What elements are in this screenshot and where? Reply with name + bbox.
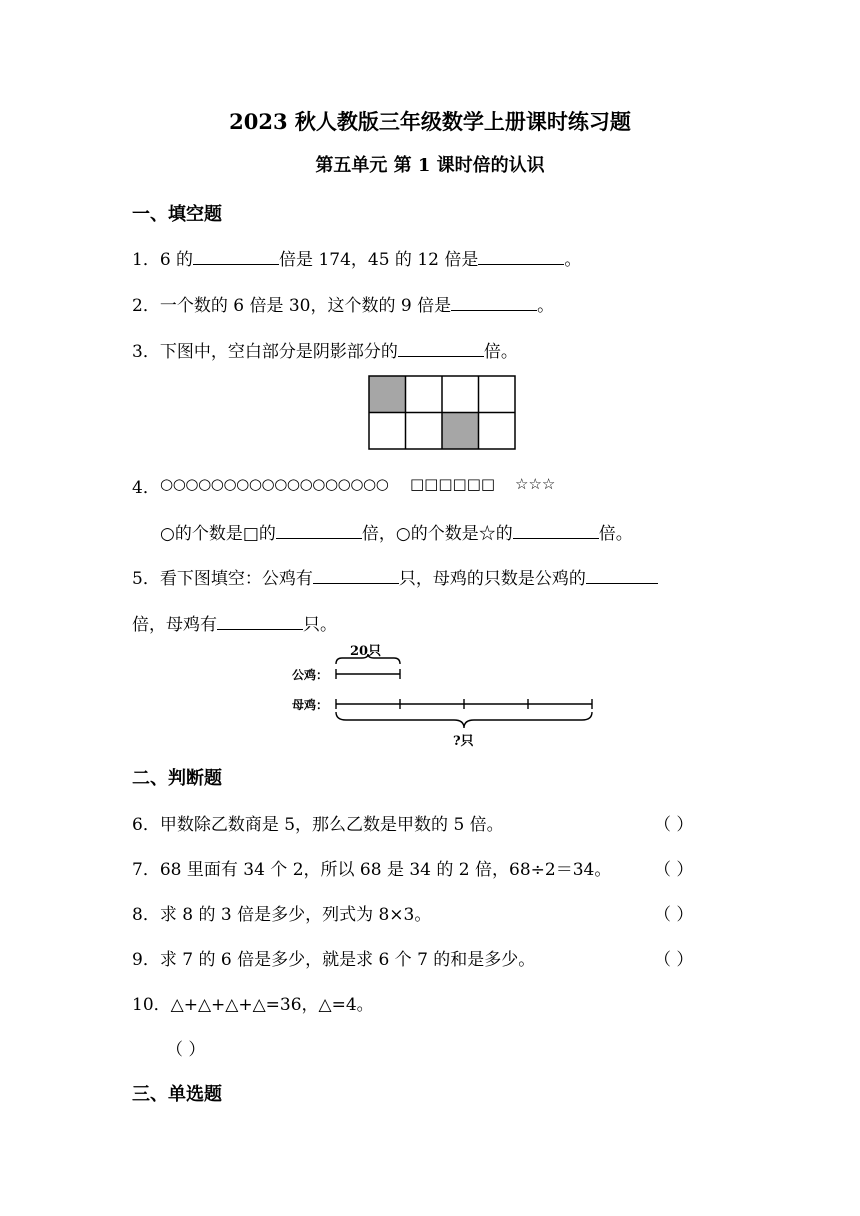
question-2 (132, 291, 554, 316)
q4-squares: □□□□□□ (410, 475, 496, 493)
question-1 (132, 245, 581, 270)
q3-blank[interactable] (398, 338, 484, 357)
judge-question-9: 9．求 7 的 6 倍是多少，就是求 6 个 7 的和是多少。 (132, 950, 536, 970)
q4-blank-1[interactable] (276, 520, 362, 539)
judge-question-6: 6．甲数除乙数商是 5，那么乙数是甲数的 5 倍。 (132, 815, 504, 835)
q1-text-a: 1．6 的 (132, 250, 194, 270)
judge-answer-7[interactable]: （ ） (654, 860, 694, 880)
q5-bottom-label: ?只 (453, 734, 474, 749)
q1-text-b: 倍是 174，45 的 12 倍是 (279, 250, 479, 270)
judge-answer-10[interactable]: （ ） (166, 1040, 206, 1060)
section-heading-true-false: 二、判断题 (132, 768, 222, 789)
shaded-cell-1 (369, 376, 406, 413)
q4-text-a: ○的个数是□的 (160, 524, 276, 544)
question-4-number: 4． (132, 478, 160, 498)
q5-text-a: 5．看下图填空：公鸡有 (132, 569, 313, 589)
judge-answer-9[interactable]: （ ） (654, 950, 694, 970)
q5-top-label: 20只 (350, 644, 382, 659)
shaded-cell-2 (442, 413, 479, 450)
q3-grid-figure (368, 375, 518, 451)
judge-question-8: 8．求 8 的 3 倍是多少，列式为 8×3。 (132, 905, 432, 925)
q2-text-b: 。 (537, 296, 555, 316)
q4-text-c: 倍。 (598, 524, 633, 544)
q3-text-a: 3．下图中，空白部分是阴影部分的 (132, 342, 398, 362)
q1-blank-1[interactable] (193, 246, 279, 265)
q4-stars: ☆☆☆ (515, 475, 556, 493)
question-5-line-1 (132, 564, 658, 589)
judge-answer-8[interactable]: （ ） (654, 905, 694, 925)
q3-text-b: 倍。 (483, 342, 518, 362)
q4-blank-2[interactable] (513, 520, 599, 539)
q4-circles: ○○○○○○○○○○○○○○○○○○ (160, 475, 389, 493)
page-title: 2023 秋人教版三年级数学上册课时练习题 (229, 109, 631, 134)
q5-bottom-brace (336, 712, 592, 728)
judge-answer-6[interactable]: （ ） (654, 815, 694, 835)
q5-blank-1[interactable] (313, 565, 399, 584)
q5-rooster-label: 公鸡： (292, 668, 329, 682)
q5-blank-2[interactable] (586, 565, 658, 584)
q5-text-d: 只。 (303, 615, 337, 635)
judge-question-10: 10．△+△+△+△=36，△=4。 (132, 995, 374, 1015)
judge-question-7: 7．68 里面有 34 个 2，所以 68 是 34 的 2 倍，68÷2＝34。 (132, 860, 612, 880)
q5-diagram-lines (288, 636, 608, 751)
q5-text-b: 只，母鸡的只数是公鸡的 (398, 569, 586, 589)
q5-hen-label: 母鸡： (292, 698, 329, 712)
q5-blank-3[interactable] (217, 611, 303, 630)
q5-text-c: 倍，母鸡有 (132, 615, 217, 635)
question-3 (132, 337, 518, 362)
q1-blank-2[interactable] (478, 246, 564, 265)
q2-blank[interactable] (451, 292, 537, 311)
question-4-line-2 (160, 519, 633, 544)
q5-top-brace (336, 654, 400, 664)
page-subtitle: 第五单元 第 1 课时倍的认识 (315, 155, 545, 176)
q4-text-b: 倍，○的个数是☆的 (361, 524, 513, 544)
q2-text-a: 2．一个数的 6 倍是 30，这个数的 9 倍是 (132, 296, 452, 316)
q1-text-c: 。 (564, 250, 582, 270)
q5-diagram (288, 636, 608, 751)
section-heading-single-choice: 三、单选题 (132, 1084, 222, 1105)
question-5-line-2 (132, 610, 337, 635)
section-heading-fill-blank: 一、填空题 (132, 204, 222, 225)
